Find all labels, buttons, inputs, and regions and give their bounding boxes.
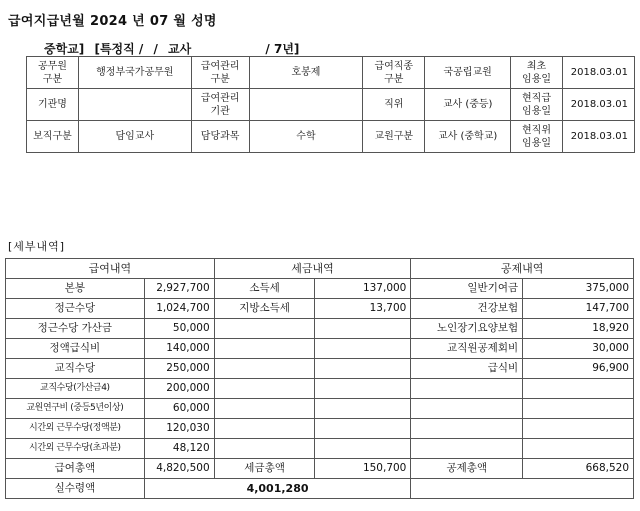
pay-item-value: 200,000 xyxy=(144,379,214,399)
employment-category: [특정직 / xyxy=(94,42,144,56)
deduction-item-value: 96,900 xyxy=(523,359,634,379)
pay-item-value: 120,030 xyxy=(144,419,214,439)
deduction-header: 공제내역 xyxy=(411,259,634,279)
empty-cell xyxy=(214,339,315,359)
info-value: 2018.03.01 xyxy=(562,121,634,153)
pay-item-value: 250,000 xyxy=(144,359,214,379)
empty-cell xyxy=(411,419,523,439)
info-value: 교사 (중학교) xyxy=(425,121,511,153)
info-value: 행정부국가공무원 xyxy=(78,57,191,89)
detail-row xyxy=(6,339,634,359)
info-label: 급여관리 기관 xyxy=(191,89,249,121)
empty-cell xyxy=(315,379,411,399)
empty-cell xyxy=(523,399,634,419)
info-label: 현직급 임용일 xyxy=(511,89,563,121)
info-value: 담임교사 xyxy=(78,121,191,153)
deduction-item-name: 노인장기요양보험 xyxy=(411,319,523,339)
detail-row xyxy=(6,399,634,419)
info-row xyxy=(27,121,635,153)
deduction-item-name: 급식비 xyxy=(411,359,523,379)
pay-item-value: 50,000 xyxy=(144,319,214,339)
empty-cell xyxy=(315,339,411,359)
employee-info-table xyxy=(26,56,635,153)
empty-cell xyxy=(523,419,634,439)
deduction-item-value: 375,000 xyxy=(523,279,634,299)
pay-item-name: 정근수당 xyxy=(6,299,145,319)
info-value xyxy=(249,89,363,121)
info-value xyxy=(78,89,191,121)
info-label: 급여관리 구분 xyxy=(191,57,249,89)
info-label: 급여직종 구분 xyxy=(363,57,425,89)
info-value: 2018.03.01 xyxy=(562,57,634,89)
deduction-item-value: 147,700 xyxy=(523,299,634,319)
detail-row xyxy=(6,379,634,399)
pay-item-value: 2,927,700 xyxy=(144,279,214,299)
pay-item-name: 정액급식비 xyxy=(6,339,145,359)
deduction-item-value: 30,000 xyxy=(523,339,634,359)
empty-cell xyxy=(315,359,411,379)
info-label: 최초 임용일 xyxy=(511,57,563,89)
tax-header: 세금내역 xyxy=(214,259,411,279)
detail-row xyxy=(6,319,634,339)
info-label: 교원구분 xyxy=(363,121,425,153)
info-label: 공무원 구분 xyxy=(27,57,79,89)
net-pay-row xyxy=(6,479,634,499)
info-label: 담당과목 xyxy=(191,121,249,153)
tax-item-name: 지방소득세 xyxy=(214,299,315,319)
section-label: [세부내역] xyxy=(8,240,66,253)
deduction-item-name: 건강보험 xyxy=(411,299,523,319)
tax-item-value: 13,700 xyxy=(315,299,411,319)
tax-item-value: 137,000 xyxy=(315,279,411,299)
pay-item-name: 정근수당 가산금 xyxy=(6,319,145,339)
job-position: 교사 xyxy=(168,42,192,56)
net-pay-value: 4,001,280 xyxy=(144,479,411,499)
service-years: / 7년] xyxy=(265,42,300,56)
empty-cell xyxy=(411,399,523,419)
info-label: 보직구분 xyxy=(27,121,79,153)
pay-item-value: 140,000 xyxy=(144,339,214,359)
empty-cell xyxy=(214,359,315,379)
deduction-item-name: 일반기여금 xyxy=(411,279,523,299)
pay-header: 급여내역 xyxy=(6,259,215,279)
detail-row xyxy=(6,439,634,459)
info-value: 호봉제 xyxy=(249,57,363,89)
pay-item-name: 본봉 xyxy=(6,279,145,299)
empty-cell xyxy=(214,439,315,459)
deduction-total-label: 공제총액 xyxy=(411,459,523,479)
pay-item-value: 60,000 xyxy=(144,399,214,419)
info-label: 현직위 임용일 xyxy=(511,121,563,153)
empty-cell xyxy=(214,379,315,399)
school-name: 중학교] xyxy=(44,42,85,56)
net-pay-label: 실수령액 xyxy=(6,479,145,499)
deduction-item-name: 교직원공제회비 xyxy=(411,339,523,359)
deduction-item-value: 18,920 xyxy=(523,319,634,339)
pay-detail-table xyxy=(5,258,634,499)
pay-item-value: 1,024,700 xyxy=(144,299,214,319)
info-value: 국공립교원 xyxy=(425,57,511,89)
tax-total-label: 세금총액 xyxy=(214,459,315,479)
empty-cell xyxy=(411,479,634,499)
detail-header-row xyxy=(6,259,634,279)
pay-item-name: 교원연구비 (중등5년이상) xyxy=(6,399,145,419)
pay-item-value: 48,120 xyxy=(144,439,214,459)
document-title: 급여지급년월 2024 년 07 월 성명 xyxy=(8,14,217,29)
empty-cell xyxy=(315,319,411,339)
info-row xyxy=(27,89,635,121)
info-label: 직위 xyxy=(363,89,425,121)
info-value: 2018.03.01 xyxy=(562,89,634,121)
empty-cell xyxy=(411,379,523,399)
pay-item-name: 시간외 근무수당(초과분) xyxy=(6,439,145,459)
totals-row xyxy=(6,459,634,479)
tax-item-name: 소득세 xyxy=(214,279,315,299)
info-value: 수학 xyxy=(249,121,363,153)
separator: / xyxy=(153,42,158,56)
pay-total-label: 급여총액 xyxy=(6,459,145,479)
empty-cell xyxy=(214,399,315,419)
empty-cell xyxy=(523,439,634,459)
detail-row xyxy=(6,299,634,319)
empty-cell xyxy=(315,439,411,459)
info-row xyxy=(27,57,635,89)
pay-item-name: 시간외 근무수당(정액분) xyxy=(6,419,145,439)
empty-cell xyxy=(315,399,411,419)
pay-item-name: 교직수당 xyxy=(6,359,145,379)
detail-row xyxy=(6,279,634,299)
tax-total-value: 150,700 xyxy=(315,459,411,479)
empty-cell xyxy=(315,419,411,439)
empty-cell xyxy=(411,439,523,459)
info-value: 교사 (중등) xyxy=(425,89,511,121)
pay-item-name: 교직수당(가산금4) xyxy=(6,379,145,399)
empty-cell xyxy=(523,379,634,399)
empty-cell xyxy=(214,319,315,339)
detail-row xyxy=(6,359,634,379)
empty-cell xyxy=(214,419,315,439)
pay-total-value: 4,820,500 xyxy=(144,459,214,479)
employee-summary xyxy=(44,40,305,57)
info-label: 기관명 xyxy=(27,89,79,121)
detail-row xyxy=(6,419,634,439)
deduction-total-value: 668,520 xyxy=(523,459,634,479)
